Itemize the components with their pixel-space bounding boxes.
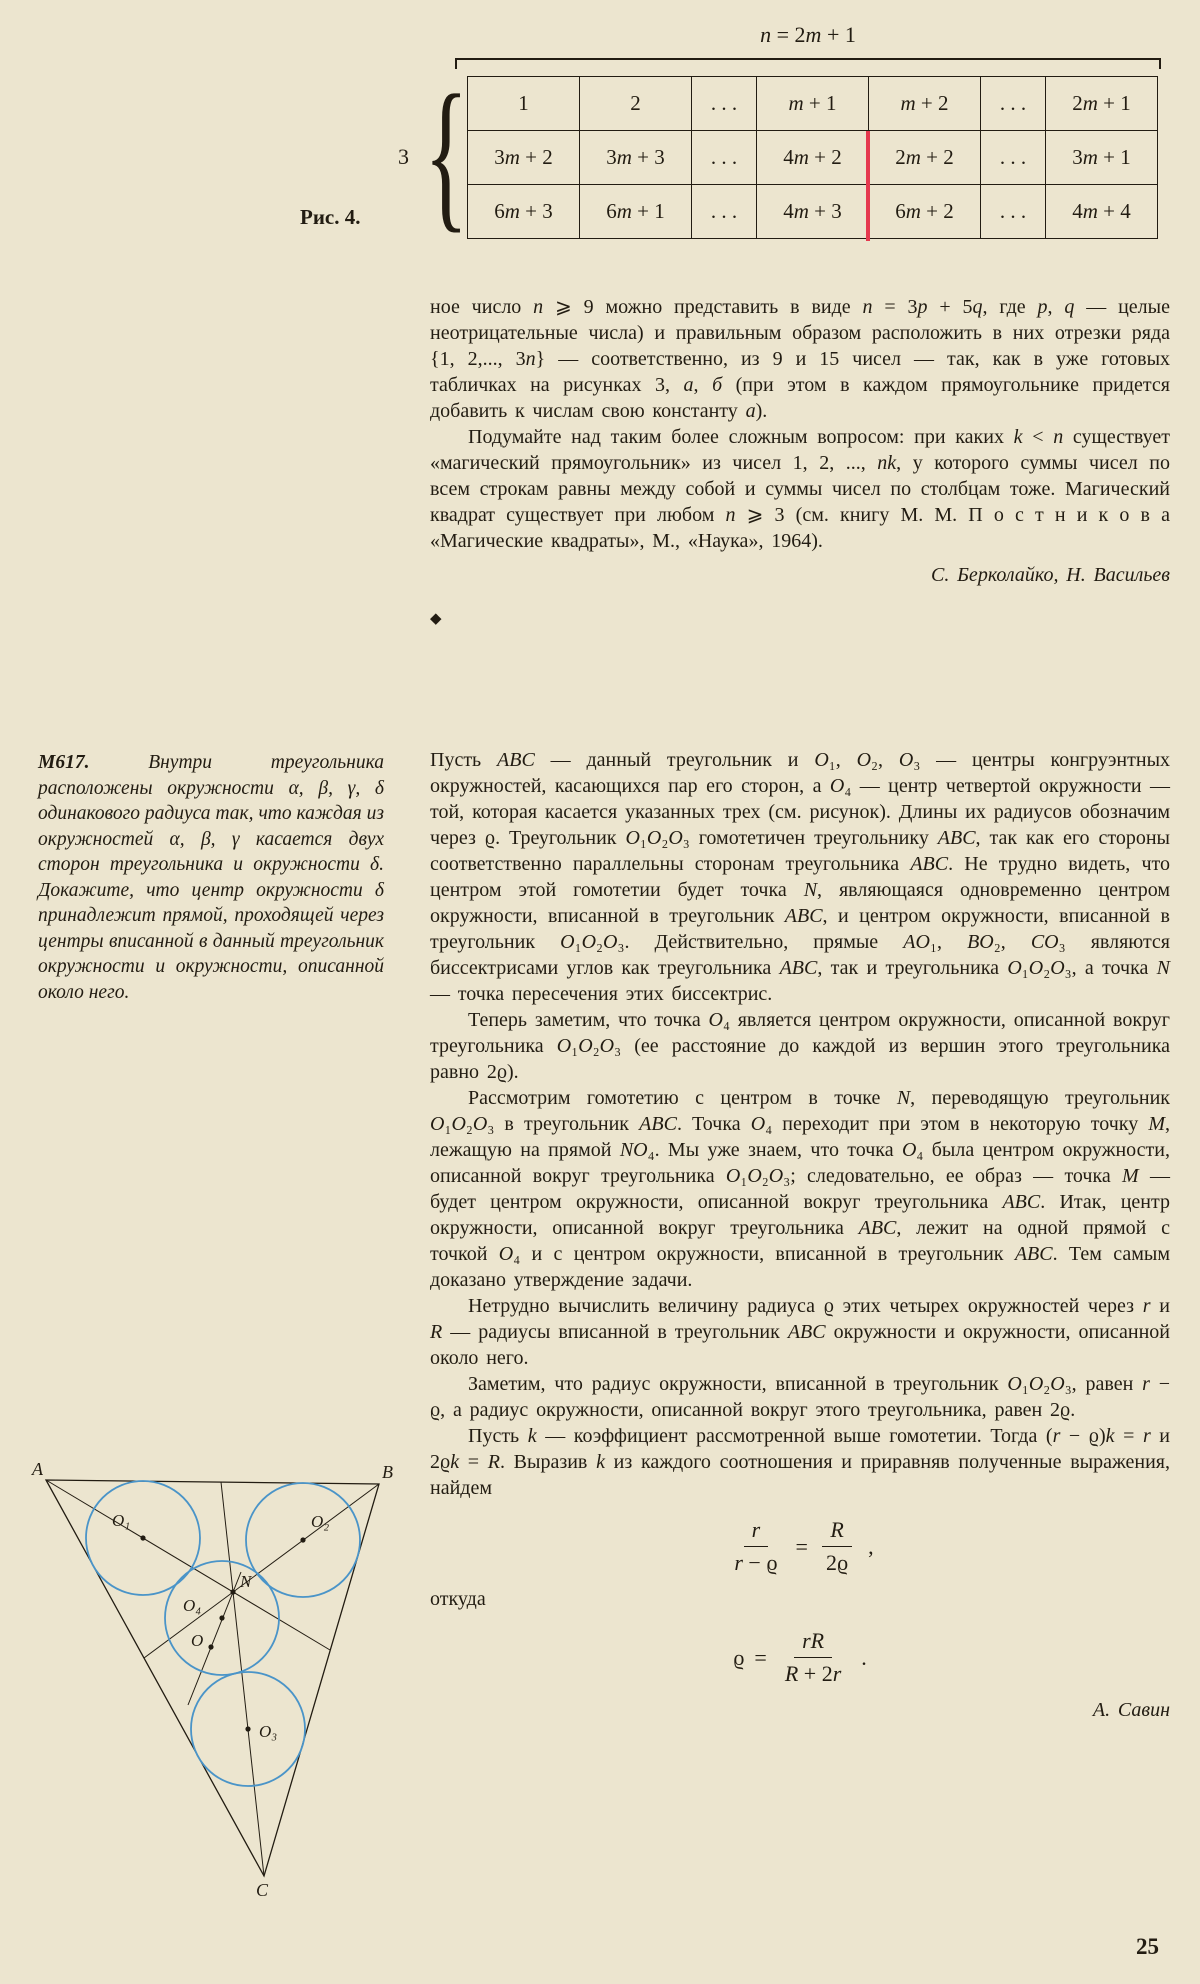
table-cell: m + 2 xyxy=(869,77,981,131)
solution-paragraph-5: Заметим, что радиус окружности, вписанной в треугольник O₁O₂O₃, равен r − ϱ, а радиус окружности, описанной вокруг этого треугольника, равен 2ϱ. xyxy=(430,1373,1170,1421)
table-cell: 4m + 4 xyxy=(1046,185,1158,239)
table-cell: 6m + 2 xyxy=(869,185,981,239)
vertex-label-C: C xyxy=(256,1880,269,1900)
table-top-label: n = 2m + 1 xyxy=(760,22,856,47)
red-divider-line xyxy=(866,131,870,241)
intro-paragraph-2: Подумайте над таким более сложным вопросом: при каких k < n существует «магический прямоугольник» из чисел 1, 2, ..., nk, у которого суммы чисел по всем строкам равны между собой и суммы чисел по столбцам тоже. Магический квадрат существует при любом n ⩾ 3 (см. книгу М. М. П о с т н и к о в а «Магические квадраты», М., «Наука», 1964). xyxy=(430,426,1170,552)
otkuda-text: откуда xyxy=(430,1588,486,1610)
table-cell: 2 xyxy=(580,77,692,131)
table-cell: 3m + 2 xyxy=(468,131,580,185)
problem-m617 xyxy=(38,750,384,1005)
number-table xyxy=(467,76,1157,239)
fraction-denominator: R + 2r xyxy=(784,1661,842,1686)
fraction-numerator: rR xyxy=(794,1628,832,1658)
point-label-O1: O₁ xyxy=(112,1511,131,1530)
problem-text: Внутри треугольника расположены окружности α, β, γ, δ одинакового радиуса так, что каждая из окружностей α, β, γ касается двух сторон треугольника и окружности δ. Докажите, что центр окружности δ принадлежит прямой, проходящей через центры вписанной в данный треугольник окружности и окружности, описанной около него. xyxy=(38,752,384,1003)
fraction-denominator: r − ϱ xyxy=(734,1550,778,1575)
equals-sign: = xyxy=(795,1533,808,1559)
table-cell: . . . xyxy=(981,131,1046,185)
authors-signature: С. Берколайко, Н. Васильев xyxy=(931,564,1170,586)
formula-punctuation: . xyxy=(861,1644,867,1670)
table-cell: 4m + 3 xyxy=(757,185,869,239)
table-cell: . . . xyxy=(692,131,757,185)
table-cell: 6m + 1 xyxy=(580,185,692,239)
triangle-outline xyxy=(46,1480,379,1876)
solution-paragraph-1: Пусть ABC — данный треугольник и O₁, O₂, O₃ — центры конгруэнтных окружностей, касающихся пар его сторон, а O₄ — центр четвертой окружности — той, которая касается указанных трех (см. рисунок). Длины их радиусов обозначим через ϱ. Треугольник O₁O₂O₃ гомотетичен треугольнику ABC, так как его стороны соответственно параллельны сторонам треугольника ABC. Не трудно видеть, что центром этой гомотетии будет точка N, являющаяся одновременно центром окружности, вписанной в треугольник ABC, и центром окружности, вписанной в треугольник O₁O₂O₃. Действительно, прямые AO₁, BO₂, CO₃ являются биссектрисами углов как треугольника ABC, так и треугольника O₁O₂O₃, а точка N — точка пересечения этих биссектрис. xyxy=(430,749,1171,1005)
table-cell: 6m + 3 xyxy=(468,185,580,239)
table-row xyxy=(468,77,1158,131)
table-cell: . . . xyxy=(692,77,757,131)
point-label-O2: O₂ xyxy=(311,1512,330,1531)
table-cell: 3m + 3 xyxy=(580,131,692,185)
solution-paragraph-2: Теперь заметим, что точка O₄ является центром окружности, описанной вокруг треугольника O₁O₂O₃ (ее расстояние до каждой из вершин этого треугольника равно 2ϱ). xyxy=(430,1009,1170,1083)
fraction xyxy=(777,1628,849,1687)
formula-punctuation: , xyxy=(868,1533,874,1559)
table-cell: . . . xyxy=(981,77,1046,131)
bisector-lines xyxy=(46,1480,379,1876)
formula-lhs: ϱ xyxy=(733,1644,745,1670)
table-row xyxy=(468,185,1158,239)
table-cell: 1 xyxy=(468,77,580,131)
point-label-O: O xyxy=(191,1631,204,1650)
table-cell: 3m + 1 xyxy=(1046,131,1158,185)
table-cell: m + 1 xyxy=(757,77,869,131)
problem-number: М617. xyxy=(38,752,90,773)
table-cell: 4m + 2 xyxy=(757,131,869,185)
equals-sign: = xyxy=(754,1644,767,1670)
fraction-numerator: r xyxy=(744,1517,769,1547)
table-row xyxy=(468,131,1158,185)
point-label-O3: O₃ xyxy=(259,1722,278,1741)
figure-4-caption: Рис. 4. xyxy=(300,205,361,229)
center-points xyxy=(140,1535,305,1731)
fraction-numerator: R xyxy=(822,1517,851,1547)
formula-ratio xyxy=(430,1517,1170,1576)
row-count-label: 3 xyxy=(398,144,409,169)
figure-labels xyxy=(31,1460,393,1900)
intro-text-column xyxy=(430,294,1170,632)
fraction xyxy=(818,1517,856,1576)
table-cell: . . . xyxy=(692,185,757,239)
page-number: 25 xyxy=(1136,1934,1159,1959)
solution-paragraph-6: Пусть k — коэффициент рассмотренной выше гомотетии. Тогда (r − ϱ)k = r и 2ϱk = R. Выразив k из каждого соотношения и приравняв полученные выражения, найдем xyxy=(430,1425,1171,1499)
solution-paragraph-3: Рассмотрим гомотетию с центром в точке N, переводящую треугольник O₁O₂O₃ в треугольник ABC. Точка O₄ переходит при этом в некоторую точку M, лежащую на прямой NO₄. Мы уже знаем, что точка O₄ была центром окружности, описанной вокруг треугольника O₁O₂O₃; следовательно, ее образ — точка M — будет центром окружности, описанной вокруг треугольника ABC. Итак, центр окружности, описанной вокруг треугольника ABC, лежит на одной прямой с точкой O₄ и с центром окружности, вписанной в треугольник ABC. Тем самым доказано утверждение задачи. xyxy=(430,1087,1171,1291)
table-overbrace xyxy=(455,58,1161,69)
solution-text-column xyxy=(430,747,1170,1723)
table-cell: . . . xyxy=(981,185,1046,239)
fraction xyxy=(726,1517,785,1576)
diamond-separator-icon: ◆ xyxy=(430,611,442,627)
triangle-figure xyxy=(28,1460,413,1907)
solution-paragraph-4: Нетрудно вычислить величину радиуса ϱ этих четырех окружностей через r и R — радиусы вписанной в треугольник ABC окружности и окружности, описанной около него. xyxy=(430,1295,1170,1369)
vertex-label-B: B xyxy=(382,1462,393,1482)
fraction-denominator: 2ϱ xyxy=(825,1550,849,1575)
curly-brace: { xyxy=(424,61,469,247)
point-label-N: N xyxy=(240,1572,252,1591)
vertex-label-A: A xyxy=(32,1460,43,1479)
table-cell: 2m + 2 xyxy=(869,131,981,185)
intro-paragraph-1: ное число n ⩾ 9 можно представить в виде n = 3p + 5q, где p, q — целые неотрицательные числа) и правильным образом расположить в них отрезки ряда {1, 2,..., 3n} — соответственно, из 9 и 15 чисел — так, как в уже готовых табличках на рисунках 3, а, б (при этом в каждом прямоугольнике придется добавить к числам свою константу a). xyxy=(430,296,1171,422)
formula-rho xyxy=(430,1628,1170,1687)
table-cell: 2m + 1 xyxy=(1046,77,1158,131)
point-label-O4: O₄ xyxy=(183,1596,202,1615)
author-signature: А. Савин xyxy=(1092,1699,1170,1721)
